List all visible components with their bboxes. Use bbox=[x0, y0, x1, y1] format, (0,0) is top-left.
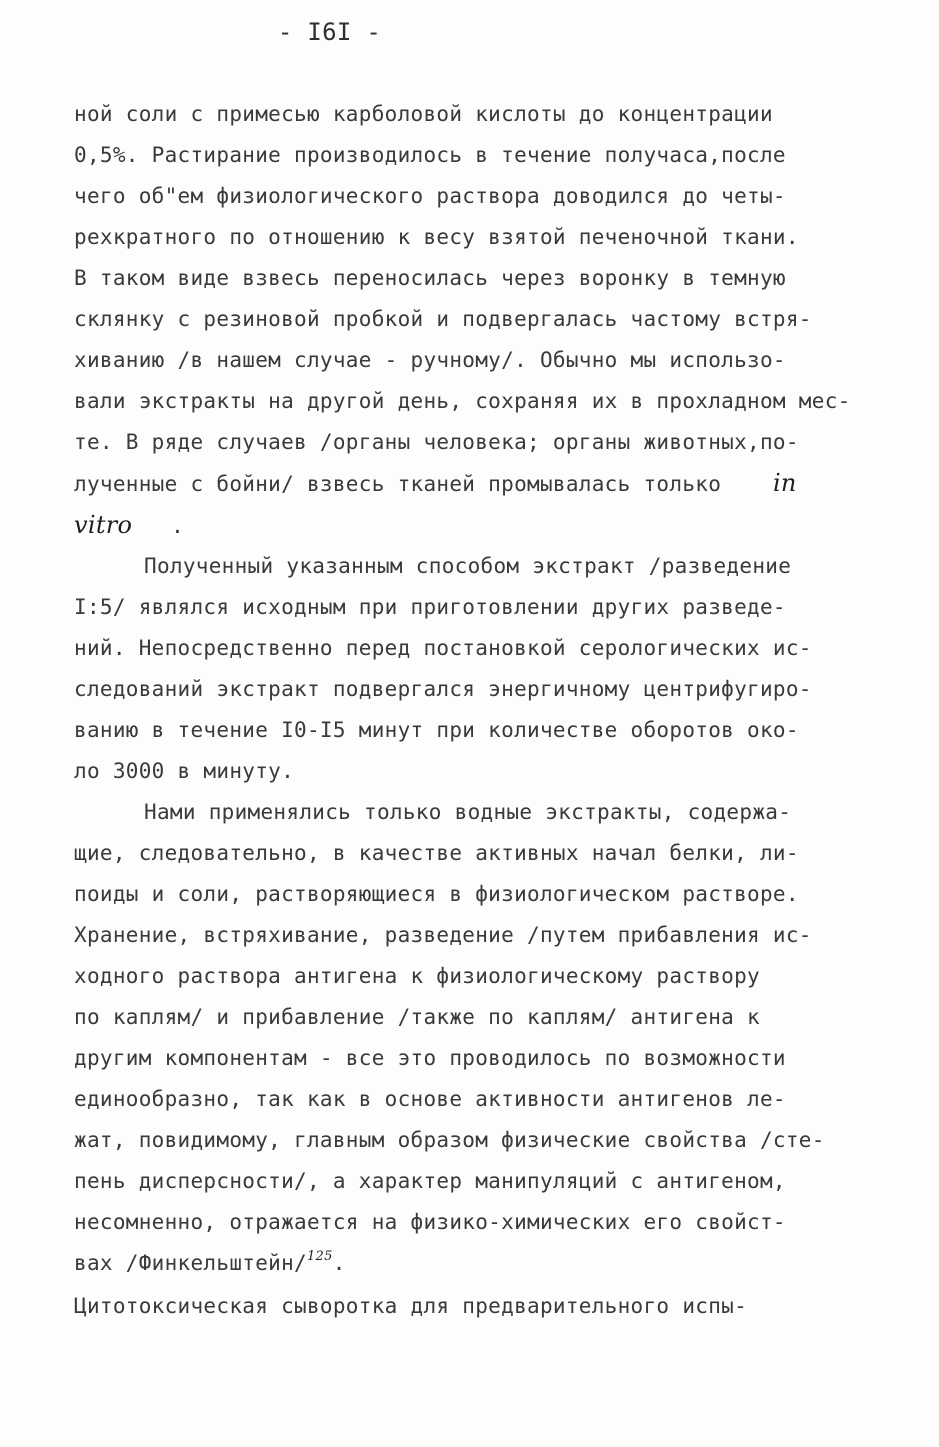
text-line: ний. Непосредственно перед постановкой серологических ис- bbox=[74, 636, 812, 660]
text-line: ной соли с примесью карболовой кислоты до концентрации bbox=[74, 102, 773, 126]
text-line: 0,5%. Растирание производилось в течение получаса,после bbox=[74, 143, 786, 167]
handwritten-period: . bbox=[171, 514, 185, 538]
text-line: Хранение, встряхивание, разведение /путем прибавления ис- bbox=[74, 923, 812, 947]
text-line bbox=[74, 469, 797, 497]
text-line: Цитотоксическая сыворотка для предварительного испы- bbox=[74, 1294, 748, 1318]
text-line: I:5/ являлся исходным при приготовлении других разведе- bbox=[74, 595, 786, 619]
text-line: пень дисперсности/, а характер манипуляций с антигеном, bbox=[74, 1169, 786, 1193]
text-line: по каплям/ и прибавление /также по каплям/ антигена к bbox=[74, 1005, 760, 1029]
text-line: следований экстракт подвергался энергичному центрифугиро- bbox=[74, 677, 812, 701]
text-line: рехкратного по отношению к весу взятой печеночной ткани. bbox=[74, 225, 799, 249]
text-line: поиды и соли, растворяющиеся в физиологическом растворе. bbox=[74, 882, 799, 906]
text-line: В таком виде взвесь переносилась через воронку в темную bbox=[74, 266, 786, 290]
text-line: Нами применялись только водные экстракты, содержа- bbox=[144, 800, 792, 824]
text-line: склянку с резиновой пробкой и подвергалась частому встря- bbox=[74, 307, 812, 331]
text-line: Полученный указанным способом экстракт /разведение bbox=[144, 554, 792, 578]
text-line: чего об"ем физиологического раствора доводился до четы- bbox=[74, 184, 786, 208]
text-line: те. В ряде случаев /органы человека; органы животных,по- bbox=[74, 430, 799, 454]
text-line: хиванию /в нашем случае - ручному/. Обычно мы использо- bbox=[74, 348, 786, 372]
reference-period: . bbox=[332, 1251, 346, 1275]
text-line: ванию в течение I0-I5 минут при количестве оборотов око- bbox=[74, 718, 799, 742]
handwritten-vitro: vitro bbox=[74, 511, 133, 539]
text-line: жат, повидимому, главным образом физические свойства /сте- bbox=[74, 1128, 825, 1152]
text-line: щие, следовательно, в качестве активных начал белки, ли- bbox=[74, 841, 799, 865]
text-line-handwritten bbox=[74, 511, 184, 539]
text-line: ло 3000 в минуту. bbox=[74, 759, 295, 783]
page-number: - I6I - bbox=[277, 18, 382, 46]
text-segment: лученные с бойни/ взвесь тканей промывалась только bbox=[74, 472, 722, 496]
text-line: ходного раствора антигена к физиологическому раствору bbox=[74, 964, 760, 988]
text-line: вали экстракты на другой день, сохраняя их в прохладном мес- bbox=[74, 389, 851, 413]
text-line: другим компонентам - все это проводилось по возможности bbox=[74, 1046, 786, 1070]
handwritten-in: in bbox=[772, 469, 797, 497]
text-line bbox=[74, 1249, 346, 1277]
reference-number: 125 bbox=[306, 1249, 333, 1264]
text-segment: вах /Финкельштейн/ bbox=[74, 1251, 307, 1275]
text-line: несомненно, отражается на физико-химических его свойст- bbox=[74, 1210, 786, 1234]
text-line: единообразно, так как в основе активности антигенов ле- bbox=[74, 1087, 786, 1111]
